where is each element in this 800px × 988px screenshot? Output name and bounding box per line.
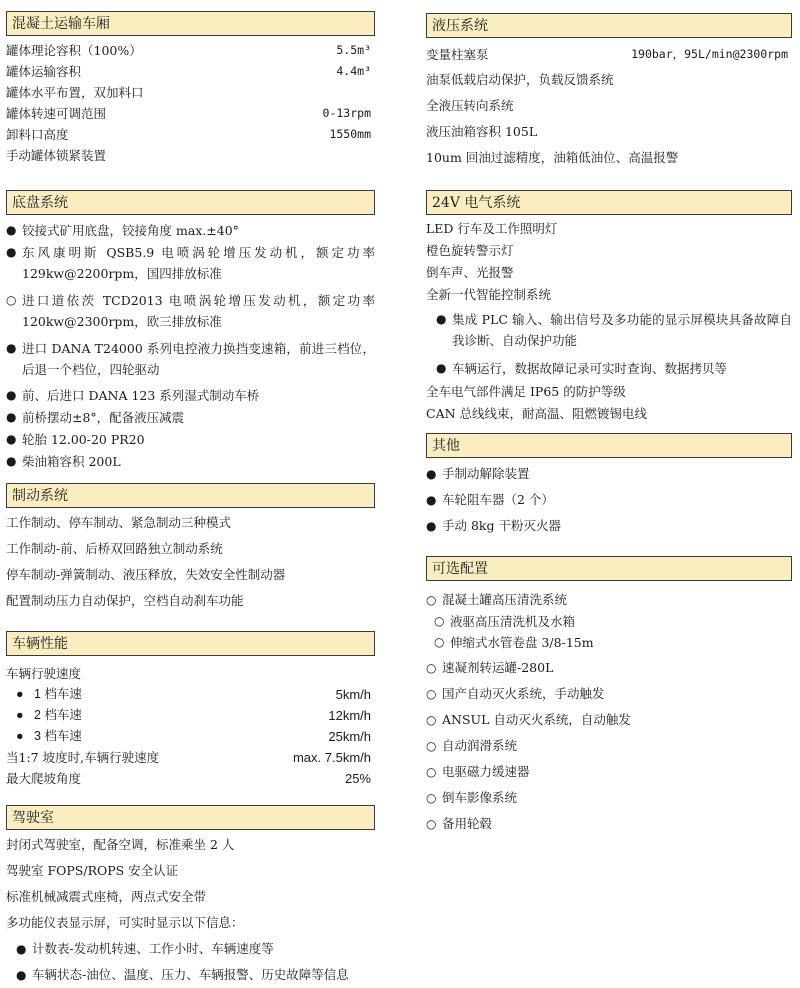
list-item [6,936,375,962]
gear-row [6,705,375,726]
pump-label: 变量柱塞泵 [426,47,489,62]
bullet-icon: ● [426,467,437,481]
item-text: 前桥摆动±8°，配备液压减震 [22,410,185,425]
list-item [426,461,792,487]
list-item [426,611,792,632]
slope-row [6,747,375,768]
list-item [6,242,375,284]
slope-value: max. 7.5km/h [292,750,371,765]
gear-value: 25km/h [328,729,371,744]
electric-list [426,215,792,425]
spec-row [6,61,375,82]
spec-row [6,145,375,166]
chassis-list [6,215,375,472]
item-text: 电驱磁力缓速器 [442,764,530,779]
bullet-icon: ○ [426,661,437,675]
bullet-icon: ● [6,388,17,402]
item-text: 自动润滑系统 [442,738,518,753]
performance-section [6,631,375,789]
spec-value: 5.5m³ [336,43,371,57]
bullet-icon: ○ [426,765,437,779]
spec-label: 罐体运输容积 [6,64,82,79]
section-header: 可选配置 [426,556,792,581]
item-text: 前、后进口 DANA 123 系列湿式制动车桥 [22,388,260,403]
item-text: 国产自动灭火系统，手动触发 [442,686,605,701]
gear-row [6,684,375,705]
bullet-icon: ○ [426,817,437,831]
list-item [426,655,792,681]
item-text: 东风康明斯 QSB5.9 电喷涡轮增压发动机，额定功率 129kw@2200rpm，国四排放标准 [22,245,375,281]
gear-row [6,726,375,747]
text-line: 工作制动-前、后桥双回路独立制动系统 [6,541,223,556]
list-item [426,309,792,351]
item-text: 手制动解除装置 [442,466,530,481]
text-line: 油泵低载启动保护，负载反馈系统 [426,72,614,87]
text-line: 封闭式驾驶室，配备空调，标准乘坐 2 人 [6,837,235,852]
section-header: 车辆性能 [6,631,375,656]
bullet-icon: ○ [6,293,17,307]
spec-label: 罐体水平布置，双加料口 [6,85,144,100]
list-item [426,632,792,655]
item-text: 进口 DANA T24000 系列电控液力换挡变速箱，前进三档位，后退一个档位，四轮驱动 [22,341,375,377]
list-item [6,451,375,472]
list-item [6,429,375,450]
other-list [426,458,792,539]
cab-section [6,805,375,988]
item-text: 液驱高压清洗机及水箱 [450,614,576,629]
item-text: 手动 8kg 干粉灭火器 [442,518,561,533]
text-line: 停车制动-弹簧制动、液压释放，失效安全性制动器 [6,567,286,582]
climb-row [6,768,375,789]
item-text: 柴油箱容积 200L [22,454,121,469]
bullet-icon: ○ [426,593,437,607]
list-item [6,385,375,406]
hydraulic-list [426,38,792,171]
spec-value [371,145,375,166]
electric-section [426,190,792,425]
other-section [426,433,792,539]
list-item [426,681,792,707]
speed-label: 车辆行驶速度 [6,666,82,681]
cab-list [6,830,375,988]
bullet-icon: ● [6,341,17,355]
text-line: CAN 总线线束，耐高温、阻燃镀锡电线 [426,406,648,421]
spec-value: 4.4m³ [336,64,371,78]
spec-label: 手动罐体锁紧装置 [6,148,107,163]
section-header: 24V 电气系统 [426,190,792,215]
spec-row [6,40,375,61]
item-text: ANSUL 自动灭火系统，自动触发 [442,712,631,727]
bullet-icon: ● [426,519,437,533]
text-line: 配置制动压力自动保护，空档自动刹车功能 [6,593,244,608]
spec-label: 罐体转速可调范围 [6,106,107,121]
bullet-icon: ○ [426,687,437,701]
list-item [6,962,375,988]
bullet-icon: ○ [434,635,445,649]
list-item [426,785,792,811]
bullet-icon: ● [6,454,17,468]
gear-label: 2 档车速 [34,708,82,722]
section-header: 混凝土运输车厢 [6,11,375,36]
spec-value [371,82,375,103]
concrete-section [6,11,375,166]
section-header: 驾驶室 [6,805,375,830]
bullet-icon: ○ [426,713,437,727]
item-text: 集成 PLC 输入、输出信号及多功能的显示屏模块具备故障自我诊断、自动保护功能 [452,312,792,348]
list-item [426,513,792,539]
section-header: 制动系统 [6,483,375,508]
climb-value: 25% [344,771,371,786]
section-header: 底盘系统 [6,190,375,215]
text-line: 全新一代智能控制系统 [426,287,552,302]
spec-row [6,82,375,103]
climb-label: 最大爬坡角度 [6,771,82,786]
bullet-icon: ● [16,708,24,722]
text-line: LED 行车及工作照明灯 [426,221,558,236]
text-line: 液压油箱容积 105L [426,124,538,139]
item-text: 倒车影像系统 [442,790,518,805]
gear-value: 12km/h [328,708,371,723]
item-text: 速凝剂转运罐-280L [442,660,554,675]
gear-value: 5km/h [335,687,371,702]
item-text: 车辆状态-油位、温度、压力、车辆报警、历史故障等信息 [32,967,349,982]
brake-section [6,483,375,614]
item-text: 轮胎 12.00-20 PR20 [22,432,145,447]
optional-section [426,556,792,837]
spec-row [6,103,375,124]
text-line: 10um 回油过滤精度，油箱低油位、高温报警 [426,150,679,165]
bullet-icon: ○ [434,614,445,628]
spec-value: 1550mm [329,127,371,141]
spec-label: 罐体理论容积（100%） [6,43,142,58]
list-item [6,220,375,241]
spec-list [6,36,375,166]
list-item [6,338,375,380]
brake-list [6,508,375,614]
pump-row [426,42,792,67]
list-item [6,290,375,332]
bullet-icon: ● [16,729,24,743]
performance-list [6,656,375,789]
list-item [426,733,792,759]
bullet-icon: ● [436,312,447,326]
list-item [426,487,792,513]
chassis-section [6,190,375,472]
spec-row [6,124,375,145]
list-item [426,358,792,379]
hydraulic-section [426,13,792,171]
bullet-icon: ● [436,361,447,375]
text-line: 全液压转向系统 [426,98,514,113]
section-header: 其他 [426,433,792,458]
bullet-icon: ● [426,493,437,507]
bullet-icon: ● [6,245,17,259]
item-text: 车辆运行，数据故障记录可实时查询、数据拷贝等 [452,361,728,376]
item-text: 进口道依茨 TCD2013 电喷涡轮增压发动机，额定功率 120kw@2300rpm，欧三排放标准 [22,293,375,329]
bullet-icon: ● [6,410,17,424]
slope-label: 当1:7 坡度时,车辆行驶速度 [6,750,160,765]
gear-label: 1 档车速 [34,687,82,701]
bullet-icon: ○ [426,791,437,805]
spec-label: 卸料口高度 [6,127,69,142]
gear-label: 3 档车速 [34,729,82,743]
list-item [426,707,792,733]
list-item [6,407,375,428]
item-text: 车轮阻车器（2 个） [442,492,554,507]
spec-value: 0-13rpm [322,106,371,120]
text-line: 工作制动、停车制动、紧急制动三种模式 [6,515,232,530]
text-line: 多功能仪表显示屏，可实时显示以下信息： [6,915,244,930]
bullet-icon: ● [16,968,27,982]
text-line: 标准机械减震式座椅，两点式安全带 [6,889,207,904]
list-item [426,589,792,611]
optional-list [426,581,792,837]
bullet-icon: ● [6,223,17,237]
bullet-icon: ● [16,687,24,701]
item-text: 混凝土罐高压清洗系统 [442,592,568,607]
list-item [426,811,792,837]
item-text: 备用轮毂 [442,816,493,831]
bullet-icon: ● [6,432,17,446]
item-text: 计数表-发动机转速、工作小时、车辆速度等 [32,941,274,956]
text-line: 倒车声、光报警 [426,265,514,280]
bullet-icon: ● [16,942,27,956]
text-line: 全车电气部件满足 IP65 的防护等级 [426,384,626,399]
item-text: 铰接式矿用底盘，铰接角度 max.±40° [22,223,239,238]
bullet-icon: ○ [426,739,437,753]
text-line: 橙色旋转警示灯 [426,243,514,258]
text-line: 驾驶室 FOPS/ROPS 安全认证 [6,863,179,878]
list-item [426,759,792,785]
pump-value: 190bar，95L/min@2300rpm [631,47,788,61]
section-header: 液压系统 [426,13,792,38]
item-text: 伸缩式水管卷盘 3/8-15m [450,635,594,650]
